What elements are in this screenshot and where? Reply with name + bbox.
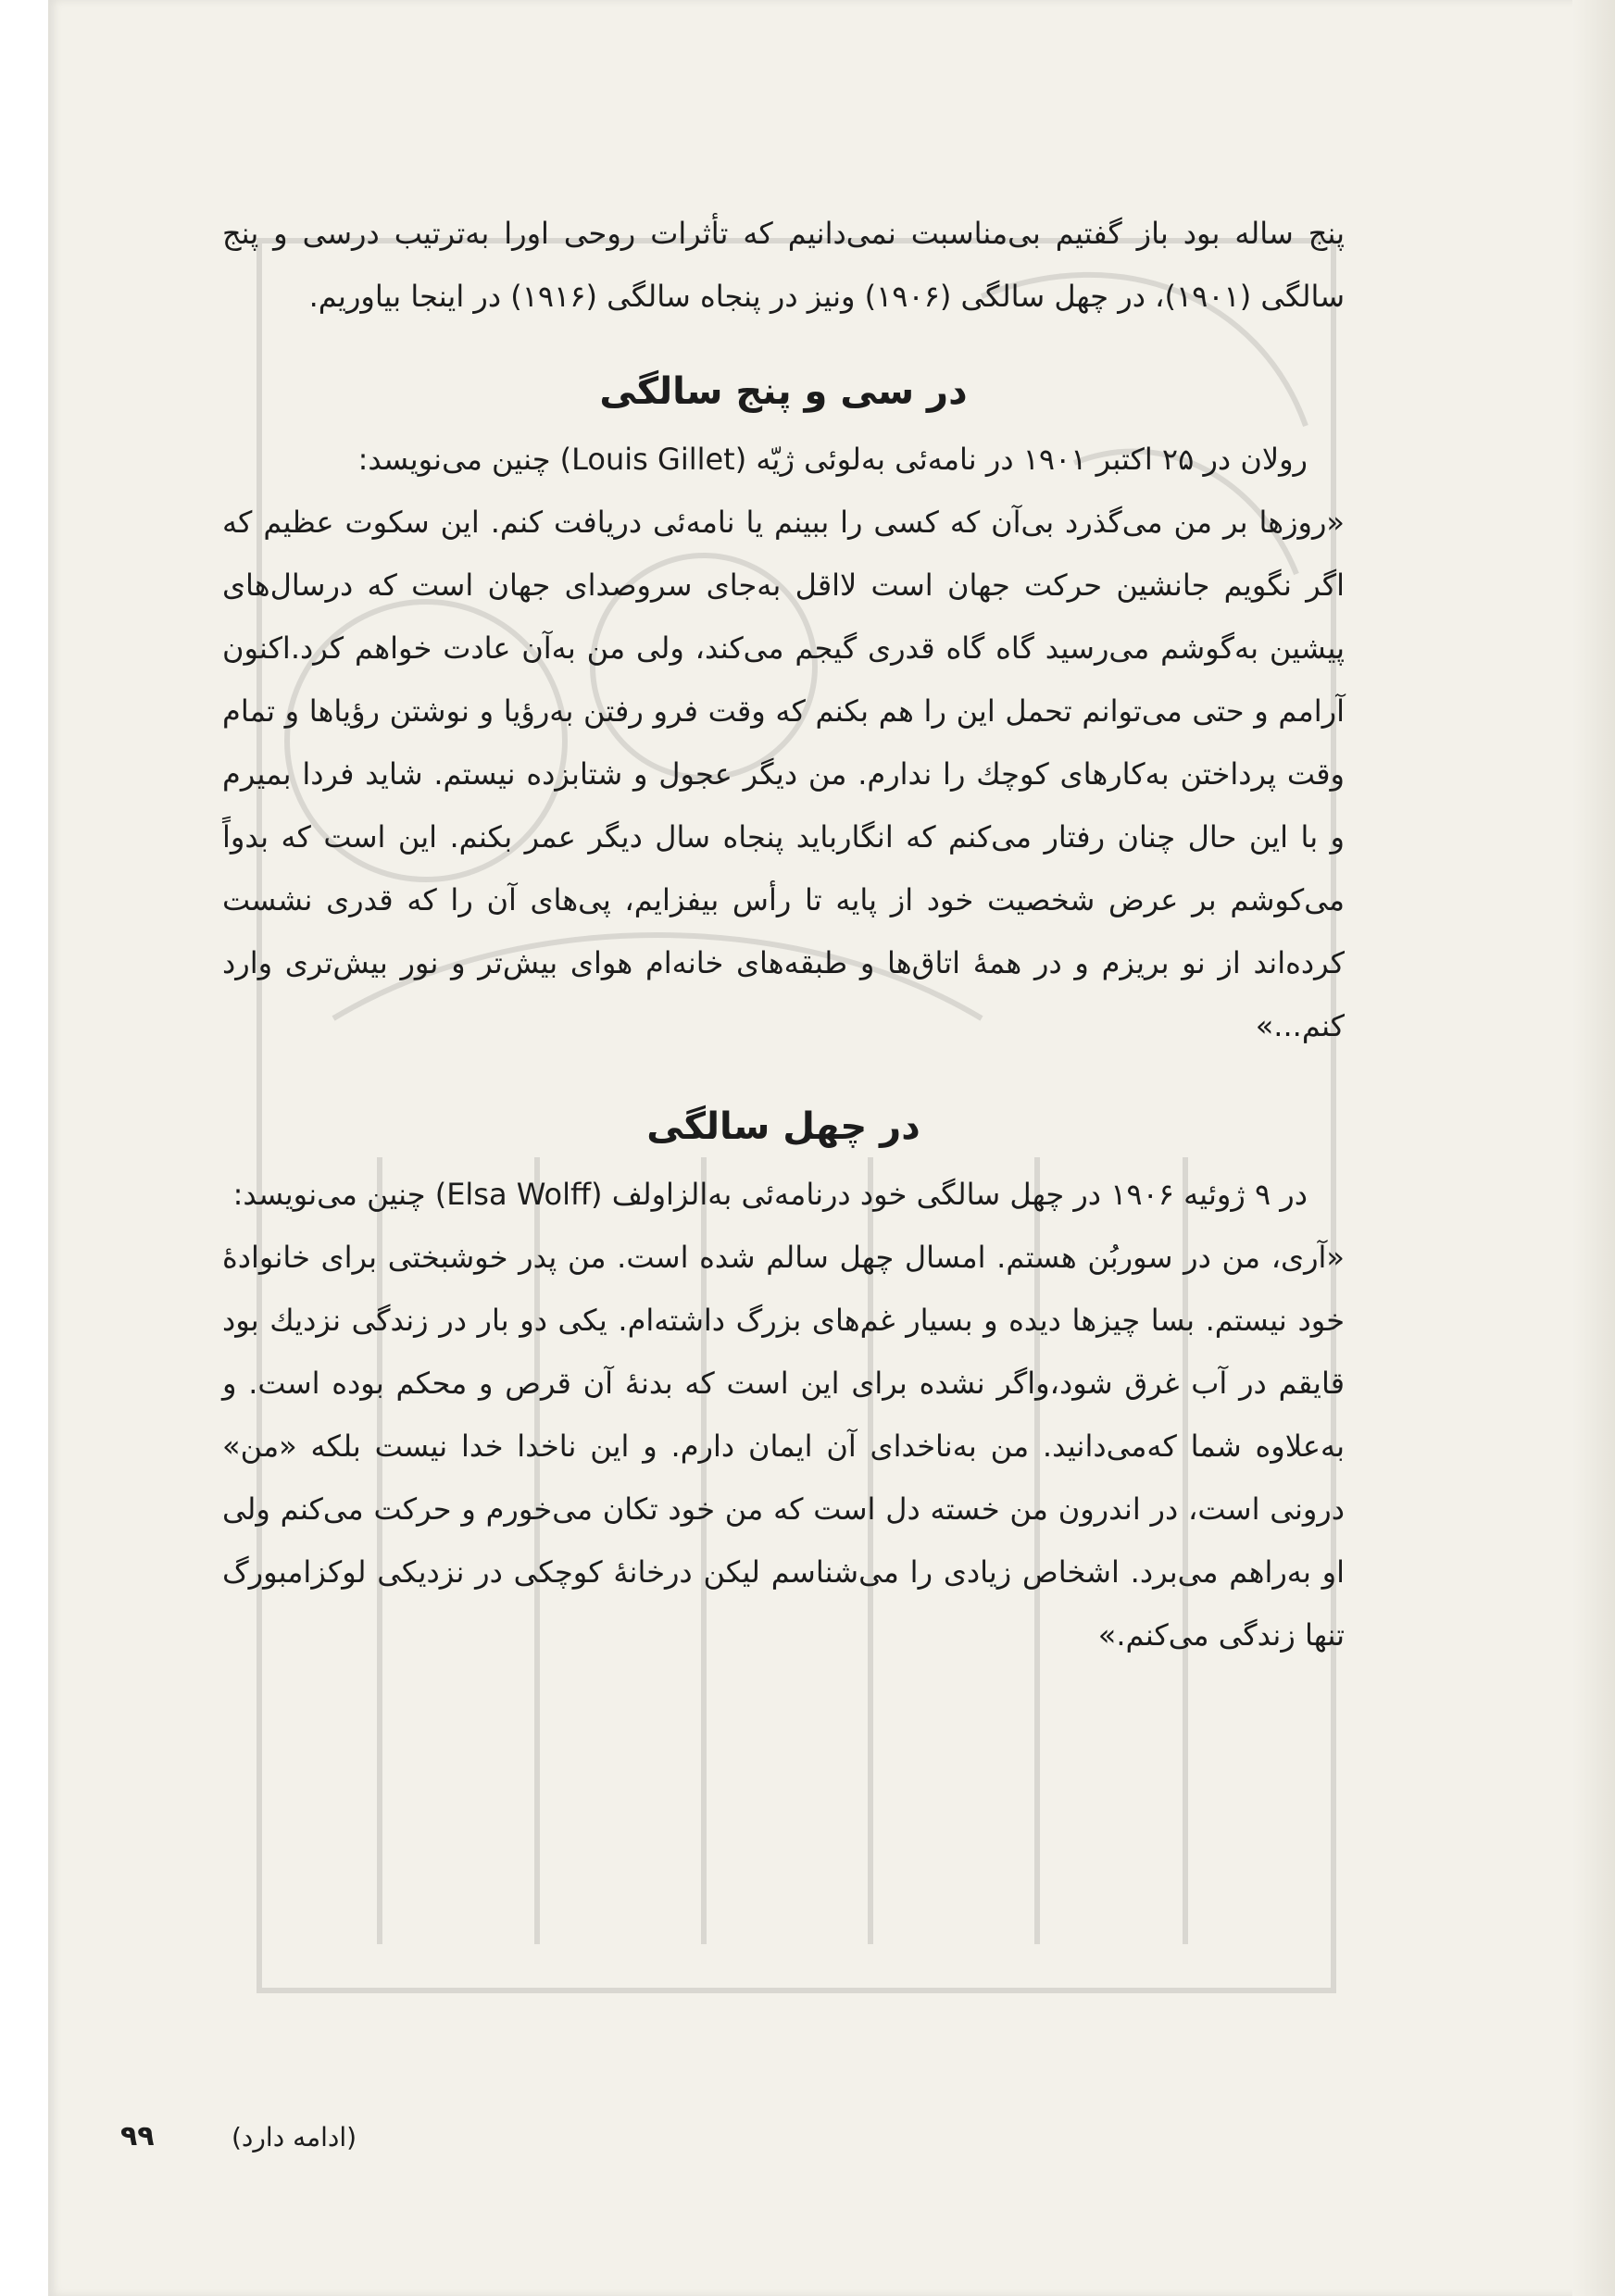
page-number: ۹۹ <box>120 2120 155 2152</box>
continued-note: (ادامه دارد) <box>232 2122 357 2152</box>
section-intro-40: در ۹ ژوئیه ۱۹۰۶ در چهل سالگی خود درنامه‌ئی به‌الزاولف (Elsa Wolff) چنین می‌نویسد: <box>232 1177 1308 1212</box>
quote-paragraph-35: «روزها بر من می‌گذرد بی‌آن که کسی را ببینم یا نامه‌ئی دریافت کنم. این سکوت عظیم که اگر نگویم جانشین حرکت جهان است لااقل به‌جای سروصدای جهان است که درسال‌های پیشین به‌گوشم می‌رسید گاه گاه قدری گیجم می‌کند، ولی من به‌آن عادت خواهم کرد.اکنون آرامم و حتی می‌توانم تحمل این را هم بکنم که وقت فرو رفتن به‌رؤیا و نوشتن رؤیاها و تمام وقت پرداختن به‌کارهای کوچك را ندارم. من دیگر عجول و شتابزده نیستم. شاید فردا بمیرم و با این حال چنان رفتار می‌کنم که انگارباید پنجاه سال دیگر عمر بکنم. این است که بدواً می‌کوشم بر عرض شخصیت خود از پایه تا رأس بیفزایم، پی‌های آن را که قدری نشست کرده‌اند از نو بریزم و در همهٔ اتاق‌ها و طبقه‌های خانه‌ام هوای بیش‌تر و نور بیش‌تری وارد کنم...» <box>222 505 1345 1043</box>
paper-edge <box>1572 0 1615 2296</box>
section-heading-35: در سی و پنج سالگی <box>599 370 968 413</box>
page-footer <box>120 2120 398 2176</box>
section-intro-35: رولان در ۲۵ اکتبر ۱۹۰۱ در نامه‌ئی به‌لوئی ژیّه (Louis Gillet) چنین می‌نویسد: <box>357 442 1308 477</box>
quote-paragraph-40: «آری، من در سوربُن هستم. امسال چهل سالم شده است. من پدر خوشبختی برای خانوادهٔ خود نیستم. بسا چیزها دیده و بسیار غم‌های بزرگ داشته‌ام. یکی دو بار در زندگی نزدیك بود قایقم در آب غرق شود،واگر نشده برای این است که بدنهٔ آن قرص و محکم بوده است. و به‌علاوه شما که‌می‌دانید. من به‌ناخدای آن ایمان دارم. و این ناخدا خدا نیست بلکه «من» درونی است، در اندرون من خسته دل است که من خود تکان می‌خورم و حرکت می‌کنم ولی او به‌راهم می‌برد. اشخاص زیادی را می‌شناسم لیکن درخانهٔ کوچکی در نزدیکی لوکزامبورگ تنها زندگی می‌کنم.» <box>222 1240 1345 1653</box>
intro-paragraph: پنج ساله بود باز گفتیم بی‌مناسبت نمی‌دانیم که تأثرات روحی اورا به‌ترتیب درسی و پنج سالگی (۱۹۰۱)، در چهل سالگی (۱۹۰۶) ونیز در پنجاه سالگی (۱۹۱۶) در اینجا بیاوریم. <box>222 216 1345 314</box>
section-heading-40: در چهل سالگی <box>646 1105 920 1148</box>
main-text <box>222 202 1345 1666</box>
